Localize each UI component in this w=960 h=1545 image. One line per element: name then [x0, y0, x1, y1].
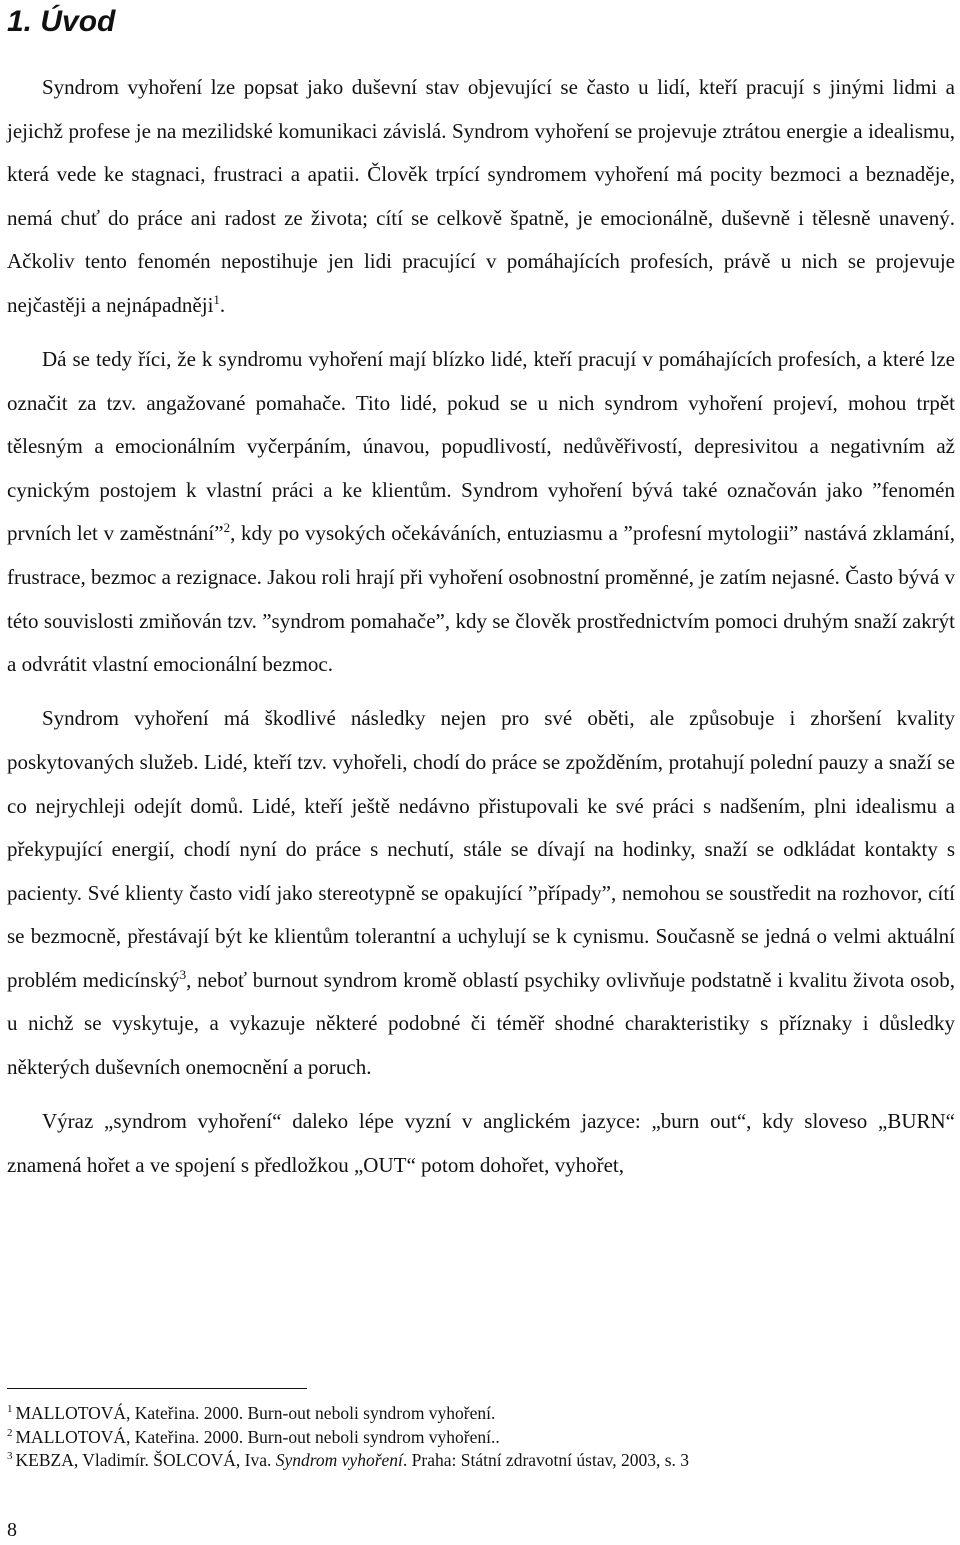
paragraph-3-text: Syndrom vyhoření má škodlivé následky nejen pro své oběti, ale způsobuje i zhoršení kvality poskytovaných služeb. Lidé, kteří tzv. vyhořeli, chodí do práce se zpožděním, protahují polední pauzy a snaží se co nejrychleji odejít domů. Lidé, kteří ještě nedávno přistupovali ke své práci s nadšením, plni idealismu a překypující energií, chodí nyní do práce s nechutí, stále se dívají na hodinky, snaží se odkládat kontakty s pacienty. Své klienty často vidí jako stereotypně se opakující ”případy”, nemohou se soustředit na rozhovor, cítí se bezmocně, přestávají být ke klientům tolerantní a uchylují se k cynismu. Současně se jedná o velmi aktuální problém medicínský	[7, 706, 955, 992]
paragraph-1-text: Syndrom vyhoření lze popsat jako duševní stav objevující se často u lidí, kteří pracují s jinými lidmi a jejichž profese je na mezilidské komunikaci závislá. Syndrom vyhoření se projevuje ztrátou energie a idealismu, která vede ke stagnaci, frustraci a apatii. Člověk trpící syndromem vyhoření má pocity bezmoci a beznaděje, nemá chuť do práce ani radost ze života; cítí se celkově špatně, je emocionálně, duševně i tělesně unavený. Ačkoliv tento fenomén nepostihuje jen lidi pracující v pomáhajících profesích, právě u nich se projevuje nejčastěji a nejnápadněji	[7, 75, 955, 317]
paragraph-3	[7, 697, 955, 1089]
footnotes	[7, 1402, 955, 1473]
paragraph-2-text: Dá se tedy říci, že k syndromu vyhoření mají blízko lidé, kteří pracují v pomáhajících profesích, a které lze označit za tzv. angažované pomahače. Tito lidé, pokud se u nich syndrom vyhoření projeví, mohou trpět tělesným a emocionálním vyčerpáním, únavou, popudlivostí, nedůvěřivostí, depresivitou a negativním až cynickým postojem k vlastní práci a ke klientům. Syndrom vyhoření bývá také označován jako ”fenomén prvních let v zaměstnání”	[7, 347, 955, 546]
page-number: 8	[7, 1519, 17, 1541]
footnote-text: KEBZA, Vladimír. ŠOLCOVÁ, Iva.	[15, 1450, 276, 1470]
footnote-book-title: Syndrom vyhoření	[275, 1450, 403, 1470]
footnote-3	[7, 1449, 955, 1473]
footnote-number: 3	[7, 1450, 13, 1462]
body-text	[7, 66, 955, 1187]
paragraph-4	[7, 1100, 955, 1187]
footnote-number: 1	[7, 1403, 13, 1415]
footnote-number: 2	[7, 1426, 13, 1439]
paragraph-2	[7, 338, 955, 687]
paragraph-4-text: Výraz „syndrom vyhoření“ daleko lépe vyzní v anglickém jazyce: „burn out“, kdy sloveso „BURN“ znamená hořet a ve spojení s předložkou „OUT“ potom dohořet, vyhořet,	[7, 1109, 955, 1177]
footnote-ref-1[interactable]: 1	[213, 291, 220, 307]
footnote-text: MALLOTOVÁ, Kateřina. 2000. Burn-out neboli syndrom vyhoření..	[15, 1426, 500, 1447]
footnote-text-end: . Praha: Státní zdravotní ústav, 2003, s. 3	[402, 1450, 690, 1470]
paragraph-1-end: .	[219, 292, 226, 317]
paragraph-1	[7, 66, 955, 328]
footnote-ref-3[interactable]: 3	[179, 966, 187, 982]
section-heading: 1. Úvod	[7, 5, 116, 38]
footnote-1	[7, 1402, 955, 1426]
footnote-ref-2[interactable]: 2	[223, 520, 231, 536]
footnote-separator	[7, 1388, 307, 1389]
footnote-text: MALLOTOVÁ, Kateřina. 2000. Burn-out neboli syndrom vyhoření.	[15, 1403, 496, 1423]
footnote-2	[7, 1426, 955, 1450]
paragraph-2-end: , kdy po vysokých očekáváních, entuziasmu a ”profesní mytologii” nastává zklamání, frustrace, bezmoc a rezignace. Jakou roli hrají při vyhoření osobnostní proměnné, je zatím nejasné. Často bývá v této souvislosti zmiňován tzv. ”syndrom pomahače”, kdy se člověk prostřednictvím pomoci druhým snaží zakrýt a odvrátit vlastní emocionální bezmoc.	[7, 521, 955, 677]
paragraph-3-end: , neboť burnout syndrom kromě oblastí psychiky ovlivňuje podstatně i kvalitu života osob, u nichž se vyskytuje, a vykazuje některé podobné či téměř shodné charakteristiky s příznaky i důsledky některých duševních onemocnění a poruch.	[7, 967, 955, 1080]
